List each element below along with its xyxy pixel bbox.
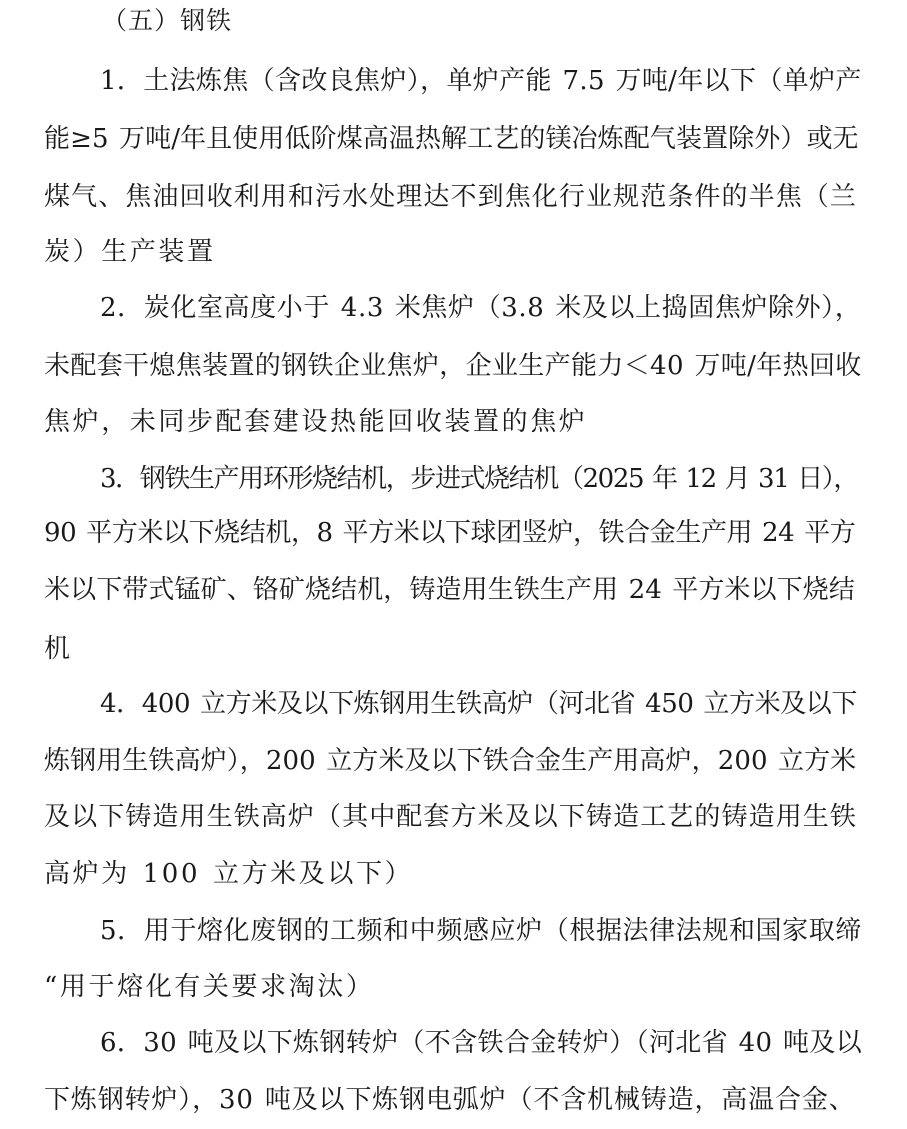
item-4-line-1: 4．400 立方米及以下炼钢用生铁高炉（河北省 450 立方米及以下 — [100, 689, 857, 719]
item-2-line-3: 焦炉，未同步配套建设热能回收装置的焦炉 — [44, 407, 588, 437]
item-5-line-2: “用于熔化有关要求淘汰） — [44, 972, 375, 1002]
item-1-line-3: 煤气、焦油回收利用和污水处理达不到焦化行业规范条件的半焦（兰 — [44, 182, 858, 212]
item-1-line-1: 1．土法炼焦（含改良焦炉），单炉产能 7.5 万吨/年以下（单炉产 — [100, 66, 862, 96]
item-3-line-1: 3．钢铁生产用环形烧结机，步进式烧结机（2025 年 12 月 31 日）， — [100, 464, 859, 494]
item-4-line-3: 及以下铸造用生铁高炉（其中配套方米及以下铸造工艺的铸造用生铁 — [44, 802, 858, 832]
item-3-line-2: 90 平方米以下烧结机，8 平方米以下球团竖炉，铁合金生产用 24 平方 — [44, 518, 856, 548]
item-3-line-4: 机 — [44, 634, 73, 664]
item-4-line-4: 高炉为 100 立方米及以下） — [44, 859, 414, 889]
section-heading: （五）钢铁 — [102, 6, 233, 35]
item-1-line-2: 能≥5 万吨/年且使用低阶煤高温热解工艺的镁冶炼配气装置除外）或无 — [44, 124, 859, 154]
item-6-line-1: 6．30 吨及以下炼钢转炉（不含铁合金转炉）（河北省 40 吨及以 — [100, 1028, 863, 1058]
item-3-line-3: 米以下带式锰矿、铬矿烧结机，铸造用生铁生产用 24 平方米以下烧结 — [44, 575, 855, 605]
item-4-line-2: 炼钢用生铁高炉），200 立方米及以下铁合金生产用高炉，200 立方米 — [44, 746, 857, 776]
item-2-line-1: 2．炭化室高度小于 4.3 米焦炉（3.8 米及以上捣固焦炉除外）， — [100, 293, 862, 323]
item-2-line-2: 未配套干熄焦装置的钢铁企业焦炉，企业生产能力＜40 万吨/年热回收 — [44, 351, 862, 381]
item-1-line-4: 炭）生产装置 — [44, 237, 216, 267]
item-6-line-2: 下炼钢转炉），30 吨及以下炼钢电弧炉（不含机械铸造，高温合金、 — [44, 1085, 856, 1115]
item-5-line-1: 5．用于熔化废钢的工频和中频感应炉（根据法律法规和国家取缔 — [100, 916, 862, 946]
